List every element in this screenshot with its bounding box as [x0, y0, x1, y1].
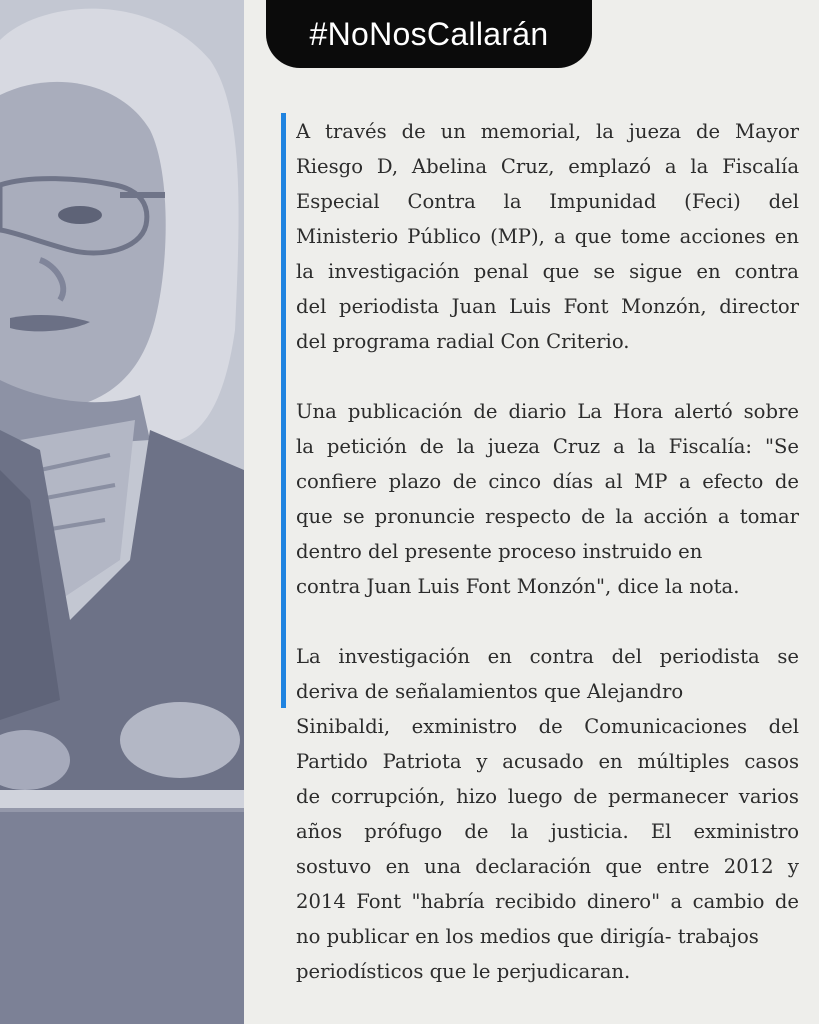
text-line: que se pronuncie respecto de la acción a tomar — [296, 505, 799, 528]
text-line: Una publicación de diario La Hora alertó sobre — [296, 400, 799, 423]
text-line: años prófugo de la justicia. El exministro — [296, 820, 799, 843]
text-line: sostuvo en una declaración que entre 2012 y — [296, 855, 799, 878]
accent-bar — [281, 113, 286, 708]
text-line: dentro del presente proceso instruido en — [296, 540, 703, 563]
text-line: de corrupción, hizo luego de permanecer varios — [296, 785, 799, 808]
text-line: deriva de señalamientos que Alejandro — [296, 680, 684, 703]
judge-portrait-image — [0, 0, 244, 1024]
text-line: la investigación penal que se sigue en contra — [296, 260, 799, 283]
text-line: del programa radial Con Criterio. — [296, 330, 630, 353]
text-line: A través de un memorial, la jueza de Mayor — [296, 120, 799, 143]
text-line: Partido Patriota y acusado en múltiples casos — [296, 750, 799, 773]
judge-photo — [0, 0, 244, 1024]
hashtag-label: #NoNosCallarán — [309, 15, 549, 52]
text-line: la petición de la jueza Cruz a la Fiscalía: "Se — [296, 435, 799, 458]
text-line: confiere plazo de cinco días al MP a efecto de — [296, 470, 799, 493]
article-body — [296, 114, 799, 989]
text-line: periodísticos que le perjudicaran. — [296, 960, 631, 983]
paragraph-1 — [296, 114, 799, 359]
text-line: Riesgo D, Abelina Cruz, emplazó a la Fiscalía — [296, 155, 799, 178]
text-line: 2014 Font "habría recibido dinero" a cambio de — [296, 890, 799, 913]
hashtag-banner — [266, 0, 592, 68]
text-line: Sinibaldi, exministro de Comunicaciones del — [296, 715, 799, 738]
paragraph-3 — [296, 639, 799, 989]
text-line: del periodista Juan Luis Font Monzón, director — [296, 295, 799, 318]
text-line: no publicar en los medios que dirigía- trabajos — [296, 925, 759, 948]
paragraph-2 — [296, 394, 799, 604]
text-line: Especial Contra la Impunidad (Feci) del — [296, 190, 799, 213]
text-line: contra Juan Luis Font Monzón", dice la nota. — [296, 575, 740, 598]
text-line: La investigación en contra del periodista se — [296, 645, 799, 668]
text-line: Ministerio Público (MP), a que tome acciones en — [296, 225, 799, 248]
